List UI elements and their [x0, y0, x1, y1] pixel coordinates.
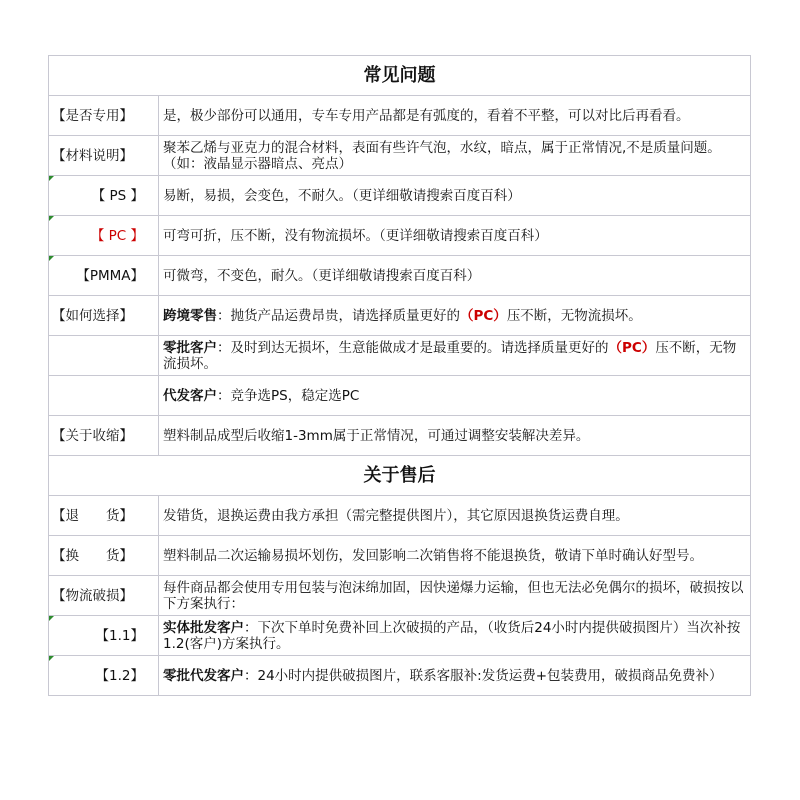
ps-row [49, 176, 751, 216]
wholesale-highlight: （PC） [608, 339, 656, 356]
plan2-label: 【1.2】 [95, 667, 144, 684]
return-text: 发错货，退换运费由我方承担（需完整提供图片），其它原因退换货运费自理。 [159, 496, 751, 536]
material-label: 【材料说明】 [49, 136, 159, 176]
shrink-row [49, 416, 751, 456]
plan1-label-cell [49, 616, 159, 656]
wholesale-text-post: 压不断，无物流损坏。 [163, 339, 737, 372]
pmma-text: 可微弯，不变色，耐久。（更详细敬请搜索百度百科） [159, 256, 751, 296]
comment-marker-icon [49, 256, 54, 261]
plan2-cell [159, 656, 751, 696]
dedicated-row [49, 96, 751, 136]
exchange-text: 塑料制品二次运输易损坏划伤，发回影响二次销售将不能退换货，敬请下单时确认好型号。 [159, 536, 751, 576]
crossborder-highlight: （PC） [460, 307, 507, 324]
shrink-text: 塑料制品成型后收缩1-3mm属于正常情况，可通过调整安装解决差异。 [159, 416, 751, 456]
wholesale-title: 零批客户 [163, 339, 217, 356]
empty-cell [49, 336, 159, 376]
plan1-text: ：下次下单时免费补回上次破损的产品，（收货后24小时内提供破损图片）当次补按1.2(客户)方案执行。 [163, 619, 741, 652]
dedicated-text: 是，极少部份可以通用，专车专用产品都是有弧度的，看着不平整，可以对比后再看看。 [159, 96, 751, 136]
choose-crossborder-row [49, 296, 751, 336]
comment-marker-icon [49, 216, 54, 221]
crossborder-text: ：抛货产品运费昂贵，请选择质量更好的 [217, 307, 460, 324]
damage-label: 【物流破损】 [49, 576, 159, 616]
shrink-label: 【关于收缩】 [49, 416, 159, 456]
ps-text: 易断，易损，会变色，不耐久。（更详细敬请搜索百度百科） [159, 176, 751, 216]
material-text: 聚苯乙烯与亚克力的混合材料，表面有些许气泡，水纹，暗点，属于正常情况,不是质量问题。（如：液晶显示器暗点、亮点） [159, 136, 751, 176]
comment-marker-icon [49, 656, 54, 661]
damage-text: 每件商品都会使用专用包装与泡沫绵加固，因快递爆力运输，但也无法必免偶尔的损坏，破损按以下方案执行： [159, 576, 751, 616]
dropship-cell [159, 376, 751, 416]
damage-row [49, 576, 751, 616]
return-label: 【退 货】 [49, 496, 159, 536]
pmma-label-cell [49, 256, 159, 296]
plan1-cell [159, 616, 751, 656]
empty-cell [49, 376, 159, 416]
dedicated-label: 【是否专用】 [49, 96, 159, 136]
pmma-row [49, 256, 751, 296]
plan1-title: 实体批发客户 [163, 619, 244, 636]
choose-dropship-row [49, 376, 751, 416]
dropship-title: 代发客户 [163, 387, 217, 404]
plan2-title: 零批代发客户 [163, 667, 244, 684]
pc-row [49, 216, 751, 256]
pc-label-cell [49, 216, 159, 256]
pc-label: 【 PC 】 [90, 227, 144, 244]
pc-text: 可弯可折，压不断，没有物流损坏。（更详细敬请搜索百度百科） [159, 216, 751, 256]
exchange-label: 【换 货】 [49, 536, 159, 576]
choose-wholesale-row [49, 336, 751, 376]
plan2-row [49, 656, 751, 696]
plan1-row [49, 616, 751, 656]
faq-table [48, 55, 751, 696]
return-row [49, 496, 751, 536]
crossborder-cell [159, 296, 751, 336]
exchange-row [49, 536, 751, 576]
plan2-label-cell [49, 656, 159, 696]
comment-marker-icon [49, 176, 54, 181]
comment-marker-icon [49, 616, 54, 621]
aftersale-title: 关于售后 [49, 456, 751, 496]
pmma-label: 【PMMA】 [76, 267, 144, 284]
crossborder-text-post: 压不断，无物流损坏。 [506, 307, 642, 324]
plan1-label: 【1.1】 [95, 627, 144, 644]
faq-title: 常见问题 [49, 56, 751, 96]
ps-label: 【 PS 】 [91, 187, 144, 204]
faq-title-row [49, 56, 751, 96]
material-row [49, 136, 751, 176]
choose-label: 【如何选择】 [49, 296, 159, 336]
plan2-text: ：24小时内提供破损图片，联系客服补:发货运费+包装费用，破损商品免费补） [244, 667, 723, 684]
ps-label-cell [49, 176, 159, 216]
crossborder-title: 跨境零售 [163, 307, 217, 324]
dropship-text: ：竞争选PS，稳定选PC [217, 387, 360, 404]
wholesale-cell [159, 336, 751, 376]
aftersale-title-row [49, 456, 751, 496]
wholesale-text: ：及时到达无损坏，生意能做成才是最重要的。请选择质量更好的 [217, 339, 609, 356]
